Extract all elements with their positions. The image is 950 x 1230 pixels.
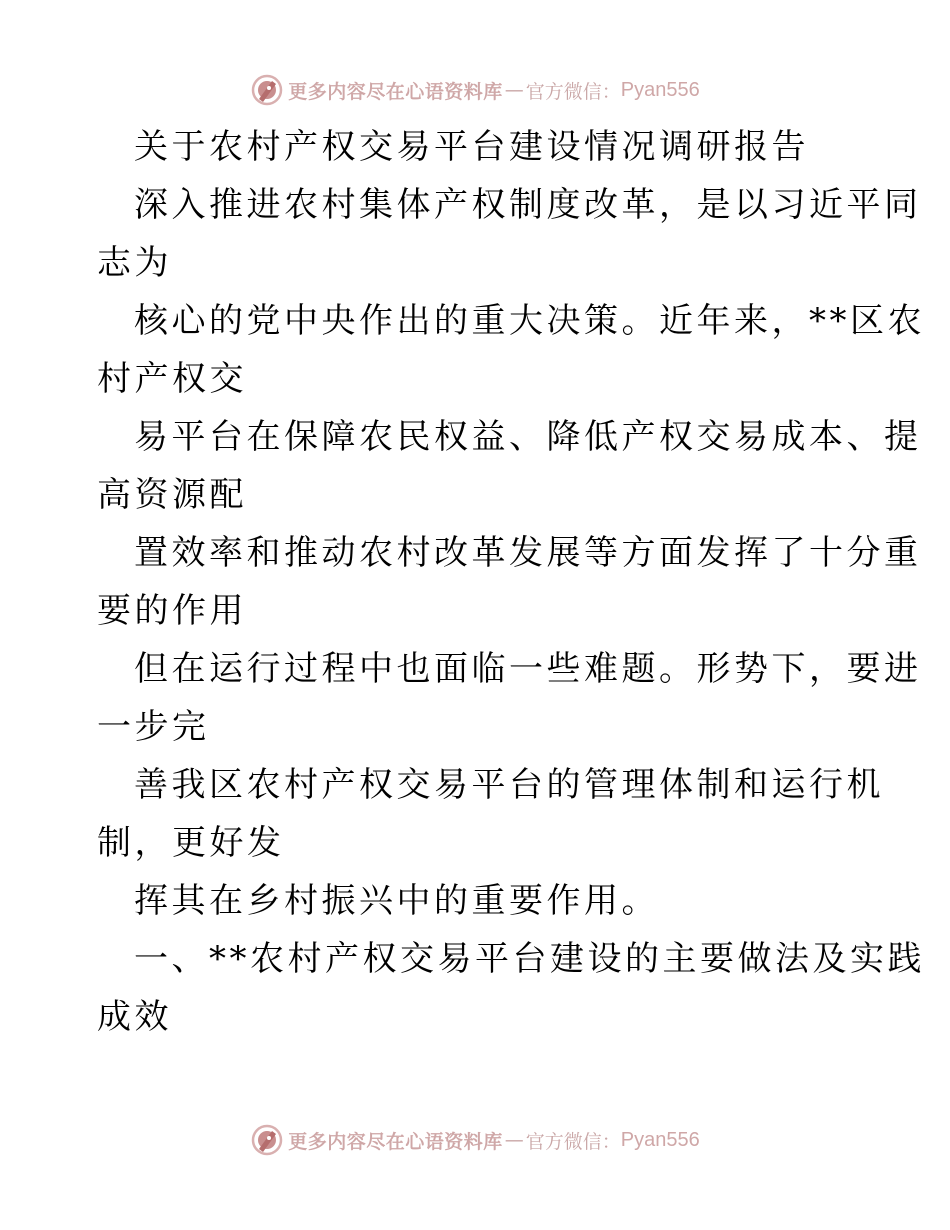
paragraph-line: 深入推进农村集体产权制度改革，是以习近平同 [134,185,922,225]
footer-watermark [0,1120,950,1160]
section-heading: 一、**农村产权交易平台建设的主要做法及实践 [134,939,925,979]
paragraph-line: 置效率和推动农村改革发展等方面发挥了十分重 [134,533,922,573]
section-heading-continuation: 成效 [97,997,172,1037]
watermark-wechat-id: Pyan556 [620,78,700,101]
document-body [97,118,925,1046]
paragraph-line: 核心的党中央作出的重大决策。近年来，**区农 [134,301,925,341]
watermark-site-name: 更多内容尽在心语资料库 [288,80,503,103]
paragraph-line: 一步完 [97,707,210,747]
paragraph-line: 村产权交 [97,359,247,399]
paragraph-line: 制，更好发 [97,823,285,863]
paragraph-line: 挥其在乡村振兴中的重要作用。 [134,881,659,921]
document-title: 关于农村产权交易平台建设情况调研报告 [134,127,809,167]
paragraph-line: 志为 [97,243,172,283]
watermark-site-name: 更多内容尽在心语资料库 [288,1130,503,1153]
pen-nib-logo-icon [250,1123,284,1157]
watermark-dash: — [504,1129,524,1151]
watermark-wechat-id: Pyan556 [620,1128,700,1151]
watermark-dash: — [504,79,524,101]
watermark-wechat-label: 官方微信： [525,1130,621,1153]
paragraph-line: 易平台在保障农民权益、降低产权交易成本、提 [134,417,922,457]
pen-nib-logo-icon [250,73,284,107]
paragraph-line: 高资源配 [97,475,247,515]
paragraph-line: 要的作用 [97,591,247,631]
watermark-wechat-label: 官方微信： [525,80,621,103]
paragraph-line: 善我区农村产权交易平台的管理体制和运行机 [134,765,884,805]
header-watermark [0,70,950,110]
paragraph-line: 但在运行过程中也面临一些难题。形势下，要进 [134,649,922,689]
